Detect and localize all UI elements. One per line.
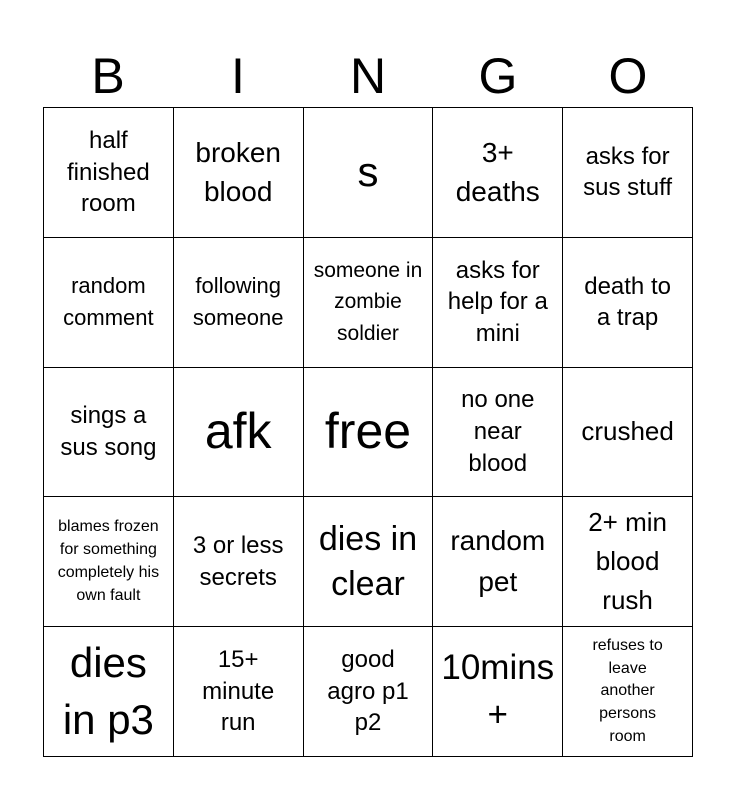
header-letter-o: O — [608, 48, 648, 104]
cell-text: s — [357, 148, 379, 195]
bingo-cell[interactable] — [174, 368, 304, 498]
header-letter-b: B — [91, 48, 125, 104]
bingo-cell[interactable] — [433, 108, 563, 238]
bingo-cell[interactable] — [44, 238, 174, 368]
bingo-cell[interactable] — [433, 238, 563, 368]
cell-text: death to a trap — [584, 272, 671, 332]
bingo-cell[interactable] — [44, 108, 174, 238]
cell-text: broken blood — [195, 137, 281, 208]
bingo-cell[interactable] — [563, 368, 693, 498]
bingo-cell[interactable] — [563, 108, 693, 238]
cell-text: dies in p3 — [62, 638, 154, 743]
bingo-cell[interactable] — [563, 627, 693, 757]
cell-text: sings a sus song — [60, 402, 157, 461]
header-letter-g: G — [478, 48, 518, 104]
cell-text: random comment — [63, 273, 154, 331]
cell-text: good agro p1 p2 — [327, 646, 409, 737]
cell-text: refuses to leave another persons room — [592, 636, 663, 745]
bingo-cell[interactable] — [44, 368, 174, 498]
cell-text: 3 or less secrets — [192, 532, 284, 591]
bingo-cell[interactable] — [563, 238, 693, 368]
cell-text: 3+ deaths — [455, 137, 540, 208]
bingo-cell[interactable] — [44, 497, 174, 627]
cell-text: following someone — [192, 273, 284, 331]
bingo-cell[interactable] — [304, 497, 434, 627]
bingo-cell[interactable] — [304, 238, 434, 368]
cell-text: dies in clear — [318, 519, 418, 603]
bingo-cell[interactable] — [433, 497, 563, 627]
bingo-cell[interactable] — [44, 627, 174, 757]
cell-text: asks for sus stuff — [583, 142, 673, 202]
cell-text: 15+ minute run — [202, 646, 275, 737]
bingo-cell[interactable] — [174, 497, 304, 627]
cell-text: half finished room — [67, 126, 150, 218]
cell-text: blames frozen for something completely his own fault — [57, 518, 160, 604]
bingo-cell[interactable] — [563, 497, 693, 627]
bingo-cell[interactable] — [174, 108, 304, 238]
cell-text: asks for help for a mini — [447, 256, 548, 348]
cell-text: afk — [204, 403, 272, 460]
bingo-cell[interactable] — [304, 108, 434, 238]
bingo-cell[interactable] — [304, 368, 434, 498]
cell-text: random pet — [450, 525, 546, 597]
cell-text: someone in zombie soldier — [313, 258, 423, 345]
bingo-cell[interactable] — [433, 368, 563, 498]
header-letter-n: N — [349, 48, 387, 104]
bingo-cell[interactable] — [304, 627, 434, 757]
bingo-header — [43, 45, 693, 107]
cell-text: 2+ min blood rush — [588, 507, 667, 616]
cell-text: crushed — [581, 416, 674, 447]
bingo-cell[interactable] — [174, 627, 304, 757]
cell-text: 10mins+ — [441, 648, 555, 734]
bingo-board — [43, 107, 693, 757]
header-letter-i: I — [231, 48, 245, 104]
bingo-cell[interactable] — [433, 627, 563, 757]
cell-text: free — [324, 403, 412, 460]
bingo-cell[interactable] — [174, 238, 304, 368]
cell-text: no one near blood — [461, 386, 535, 477]
